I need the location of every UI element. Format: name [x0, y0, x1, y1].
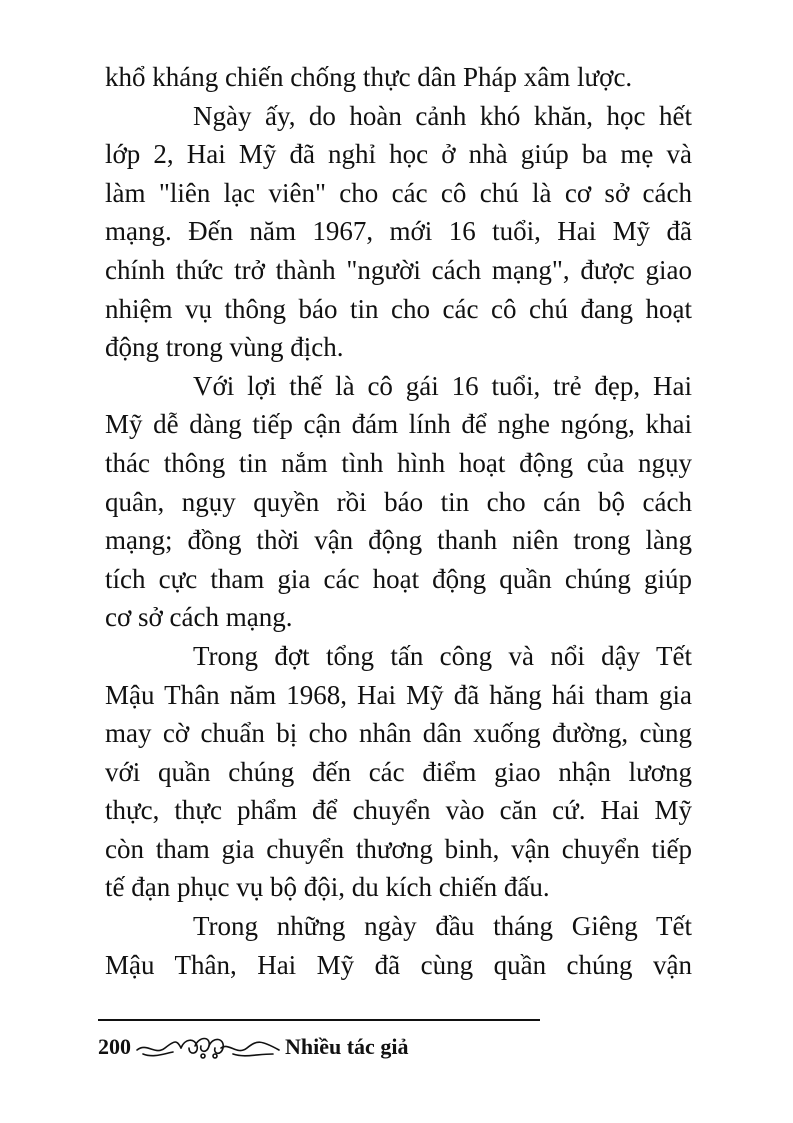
text-line: quân, ngụy quyền rồi báo tin cho cán bộ cách: [105, 486, 692, 517]
text-line: thác thông tin nắm tình hình hoạt động của ngụy: [105, 447, 692, 478]
text-line: Mỹ dễ dàng tiếp cận đám lính để nghe ngóng, khai: [105, 409, 692, 440]
text-line: khổ kháng chiến chống thực dân Pháp xâm lược.: [105, 62, 633, 92]
page-footer: [98, 1030, 408, 1064]
text-line: Mậu Thân, Hai Mỹ đã cùng quần chúng vận: [105, 949, 692, 980]
text-line: động trong vùng địch.: [105, 332, 344, 363]
page-body: [105, 58, 692, 984]
text-line: mạng. Đến năm 1967, mới 16 tuổi, Hai Mỹ đã: [105, 216, 692, 247]
text-line: lớp 2, Hai Mỹ đã nghỉ học ở nhà giúp ba mẹ và: [105, 139, 692, 170]
text-line: tích cực tham gia các hoạt động quần chúng giúp: [105, 563, 692, 594]
text-line: Trong những ngày đầu tháng Giêng Tết: [193, 911, 692, 942]
text-line: cơ sở cách mạng.: [105, 602, 293, 633]
text-line: Với lợi thế là cô gái 16 tuổi, trẻ đẹp, Hai: [193, 370, 692, 401]
footer-rule: [98, 1019, 540, 1021]
text-line: mạng; đồng thời vận động thanh niên trong làng: [105, 525, 692, 556]
text-line: thực, thực phẩm để chuyển vào căn cứ. Hai Mỹ: [105, 795, 692, 826]
author-credit: Nhiều tác giả: [285, 1034, 409, 1059]
text-line: may cờ chuẩn bị cho nhân dân xuống đường, cùng: [105, 718, 692, 749]
text-line: chính thức trở thành "người cách mạng", được giao: [105, 254, 692, 285]
text-line: còn tham gia chuyển thương binh, vận chuyển tiếp: [105, 833, 692, 864]
text-line: với quần chúng đến các điểm giao nhận lương: [105, 756, 692, 787]
text-line: tế đạn phục vụ bộ đội, du kích chiến đấu.: [105, 872, 550, 903]
text-line: Trong đợt tổng tấn công và nổi dậy Tết: [193, 640, 692, 671]
text-line: Ngày ấy, do hoàn cảnh khó khăn, học hết: [193, 100, 692, 131]
page-number: 200: [98, 1034, 131, 1059]
decorative-flourish-icon: [133, 1032, 283, 1062]
text-line: Mậu Thân năm 1968, Hai Mỹ đã hăng hái tham gia: [105, 679, 692, 710]
text-line: làm "liên lạc viên" cho các cô chú là cơ sở cách: [105, 177, 692, 208]
text-line: nhiệm vụ thông báo tin cho các cô chú đang hoạt: [105, 293, 692, 324]
